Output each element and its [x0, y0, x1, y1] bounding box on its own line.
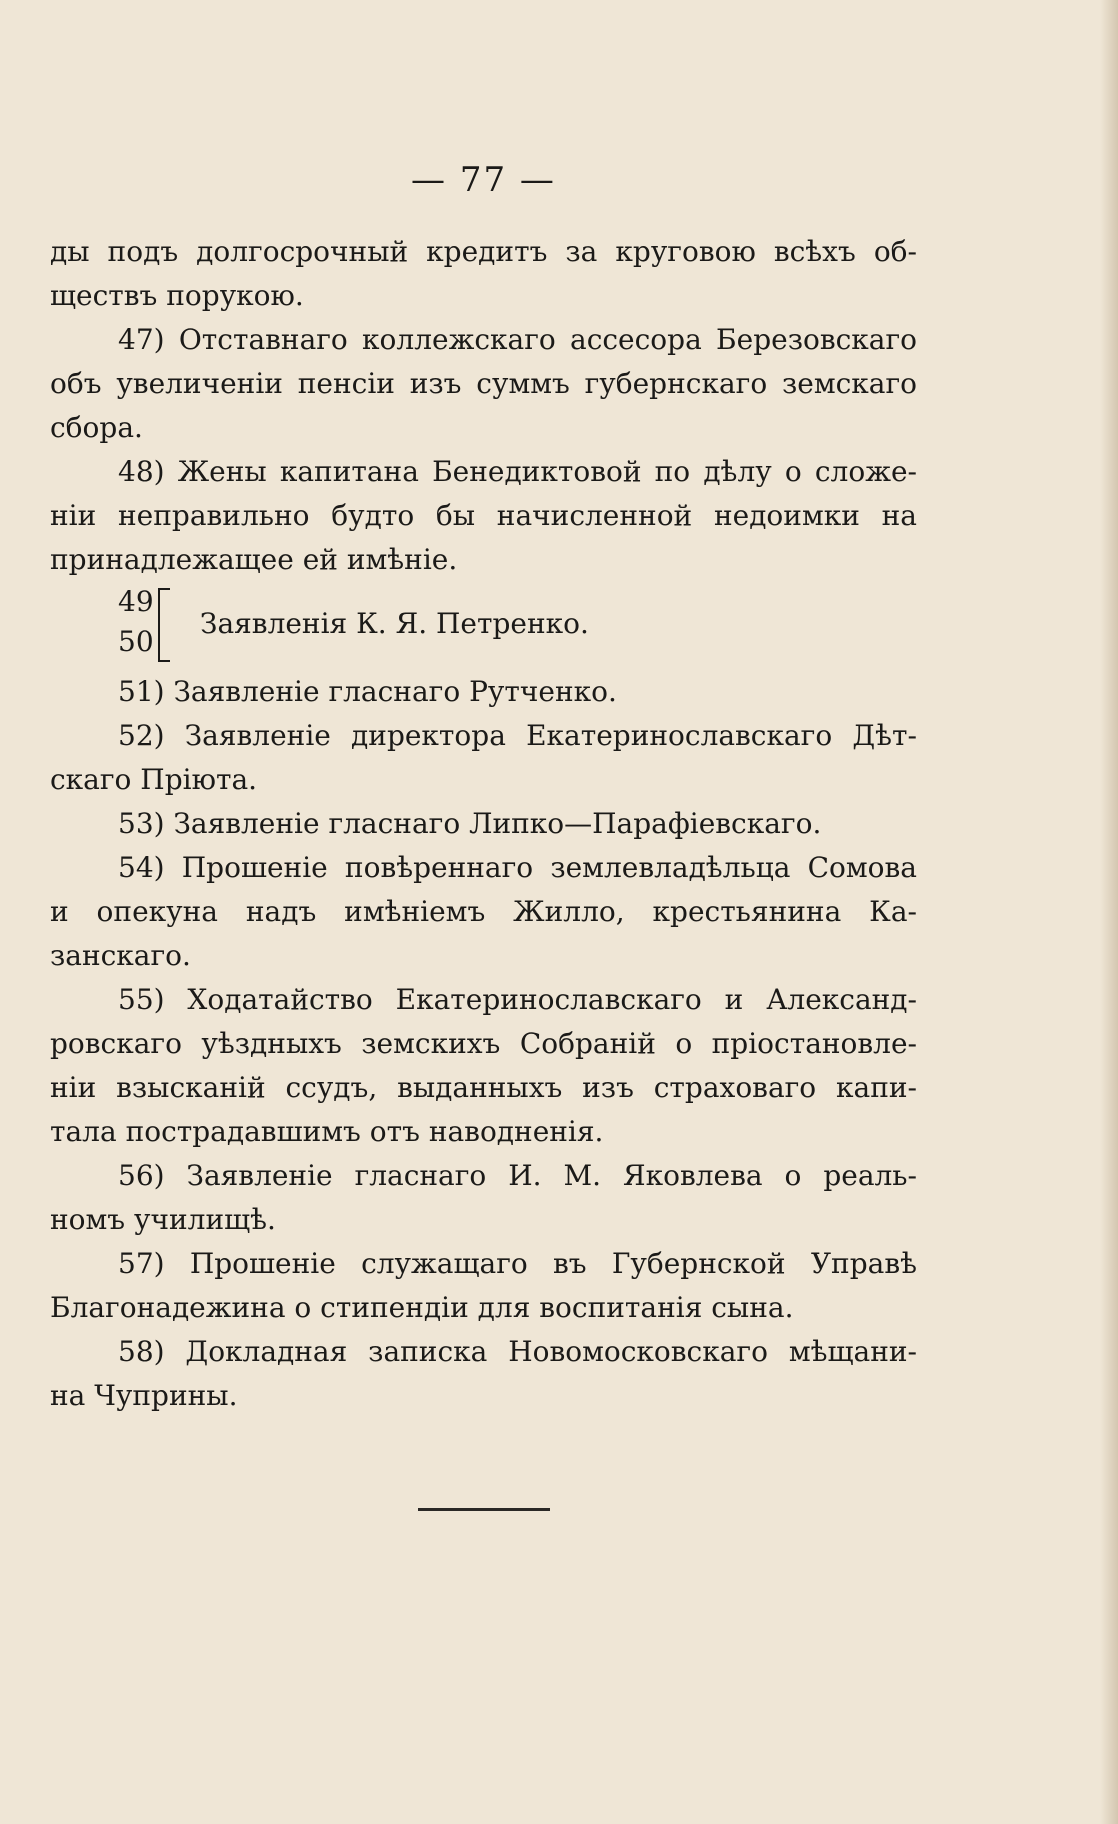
paragraph-55-line: ніи взысканій ссудъ, выданныхъ изъ страховаго капи-	[50, 1071, 917, 1104]
paragraph-47-line: 47) Отставнаго коллежскаго ассесора Березовскаго	[118, 323, 917, 356]
paragraph-56-line: 56) Заявленіе гласнаго И. М. Яковлева о реаль-	[118, 1159, 917, 1192]
paragraph-47-line: сбора.	[50, 411, 143, 444]
paragraph-58-line: на Чуприны.	[50, 1379, 238, 1412]
paragraph-52-line: скаго Пріюта.	[50, 763, 258, 796]
paragraph-52-line: 52) Заявленіе директора Екатеринославскаго Дѣт-	[118, 719, 917, 752]
paragraph-57-line: Благонадежина о стипендіи для воспитанія сына.	[50, 1291, 794, 1324]
paragraph-49-50	[50, 582, 917, 670]
paragraph-47-line: объ увеличеніи пенсіи изъ суммъ губернскаго земскаго	[50, 367, 917, 400]
paragraph-49-50-text: Заявленія К. Я. Петренко.	[200, 607, 589, 640]
paragraph-48-line: 48) Жены капитана Бенедиктовой по дѣлу о сложе-	[118, 455, 917, 488]
paragraph-54-line: и опекуна надъ имѣніемъ Жилло, крестьянина Ка-	[50, 895, 917, 928]
paragraph-53-line: 53) Заявленіе гласнаго Липко—Парафіевскаго.	[118, 807, 822, 840]
paragraph-56-line: номъ училищѣ.	[50, 1203, 276, 1236]
paragraph-55-line: ровскаго уѣздныхъ земскихъ Собраній о пріостановле-	[50, 1027, 917, 1060]
page-number: — 77 —	[411, 160, 556, 200]
paragraph-48-line: принадлежащее ей имѣніе.	[50, 543, 458, 576]
paragraph-48-line: ніи неправильно будто бы начисленной недоимки на	[50, 499, 917, 532]
paragraph-54-line: 54) Прошеніе повѣреннаго землевладѣльца Сомова	[118, 851, 917, 884]
paragraph-55-line: 55) Ходатайство Екатеринославскаго и Александ-	[118, 983, 917, 1016]
paragraph-55-line: тала пострадавшимъ отъ наводненія.	[50, 1115, 604, 1148]
end-rule-divider	[418, 1508, 550, 1511]
text-line: ды подъ долгосрочный кредитъ за круговою всѣхъ об-	[50, 235, 917, 268]
item-number-50: 50	[118, 625, 154, 658]
paragraph-54-line: занскаго.	[50, 939, 191, 972]
page-spine-shadow	[1100, 0, 1118, 1824]
curly-bracket	[158, 588, 170, 662]
text-block	[50, 230, 917, 1418]
paragraph-51-line: 51) Заявленіе гласнаго Рутченко.	[118, 675, 617, 708]
paragraph-57-line: 57) Прошеніе служащаго въ Губернской Управѣ	[118, 1247, 917, 1280]
text-line: ществъ порукою.	[50, 279, 304, 312]
bracket-numbers	[118, 582, 154, 662]
item-number-49: 49	[118, 585, 154, 618]
paragraph-58-line: 58) Докладная записка Новомосковскаго мѣщани-	[118, 1335, 917, 1368]
